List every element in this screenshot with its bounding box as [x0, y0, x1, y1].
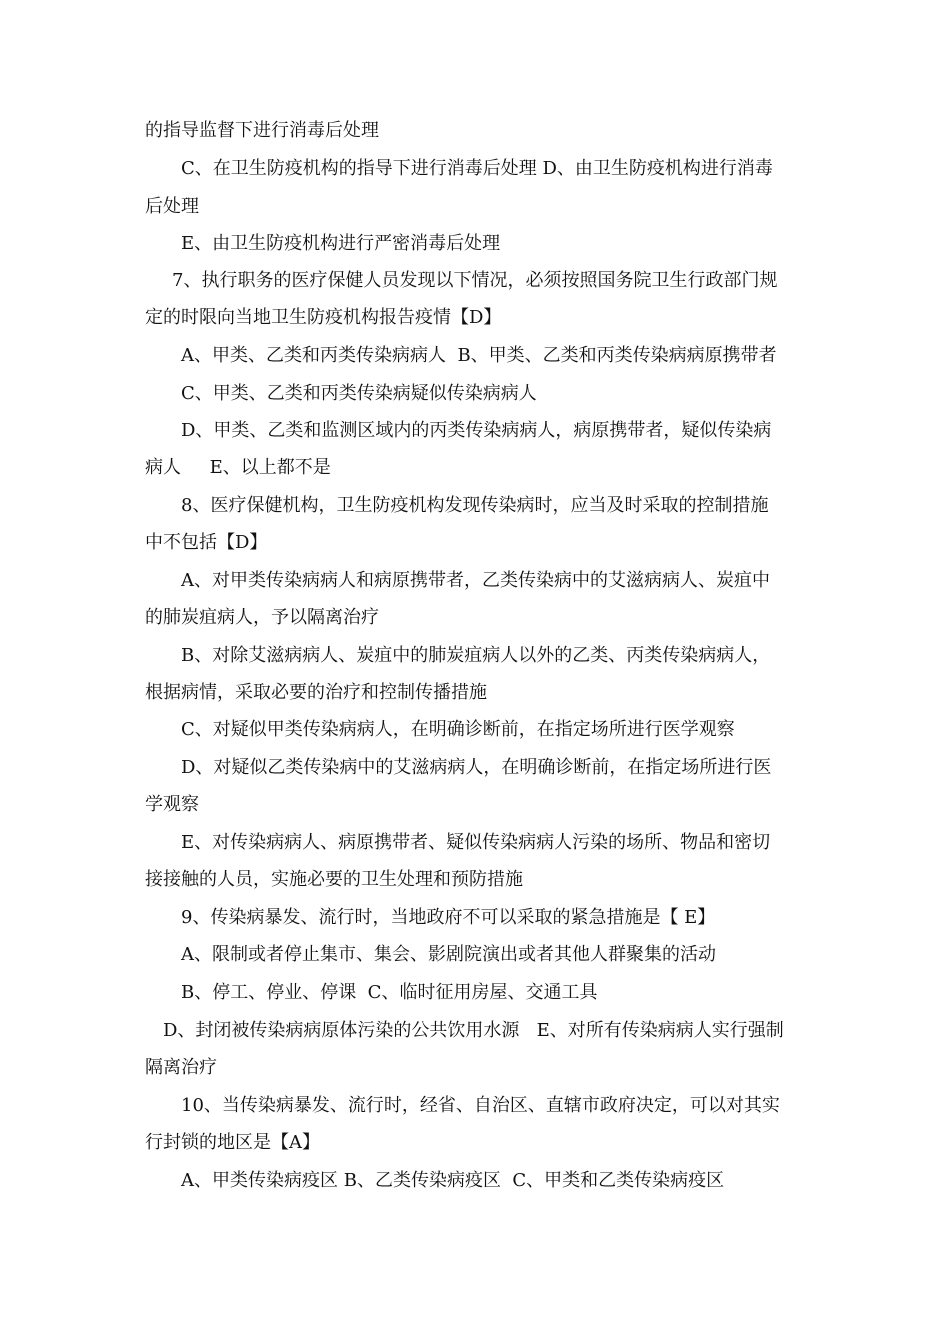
text-line: E、由卫生防疫机构进行严密消毒后处理	[181, 233, 501, 254]
option-line: D、甲类、乙类和监测区域内的丙类传染病病人，病原携带者，疑似传染病	[181, 420, 772, 441]
option-line: D、封闭被传染病病原体污染的公共饮用水源 E、对所有传染病病人实行强制	[163, 1020, 784, 1041]
text-line: C、在卫生防疫机构的指导下进行消毒后处理 D、由卫生防疫机构进行消毒	[181, 158, 773, 179]
text-line: 定的时限向当地卫生防疫机构报告疫情【D】	[145, 307, 502, 328]
text-line: 的肺炭疽病人，予以隔离治疗	[145, 607, 379, 628]
option-line: B、停工、停业、停课 C、临时征用房屋、交通工具	[181, 982, 598, 1003]
text-line: 病人 E、以上都不是	[145, 457, 331, 478]
question-10: 10、当传染病暴发、流行时，经省、自治区、直辖市政府决定，可以对其实	[181, 1095, 780, 1116]
option-line: A、甲类、乙类和丙类传染病病人 B、甲类、乙类和丙类传染病病原携带者	[181, 345, 777, 366]
option-line: A、甲类传染病疫区 B、乙类传染病疫区 C、甲类和乙类传染病疫区	[181, 1170, 725, 1191]
option-line: C、对疑似甲类传染病病人，在明确诊断前，在指定场所进行医学观察	[181, 719, 735, 740]
option-line: E、对传染病病人、病原携带者、疑似传染病病人污染的场所、物品和密切	[181, 832, 771, 853]
option-line: C、甲类、乙类和丙类传染病疑似传染病病人	[181, 383, 537, 404]
text-line: 隔离治疗	[145, 1057, 217, 1078]
option-line: B、对除艾滋病病人、炭疽中的肺炭疽病人以外的乙类、丙类传染病病人，	[181, 645, 771, 666]
text-line: 后处理	[145, 196, 199, 217]
option-line: D、对疑似乙类传染病中的艾滋病病人，在明确诊断前，在指定场所进行医	[181, 757, 772, 778]
option-line: A、对甲类传染病病人和病原携带者，乙类传染病中的艾滋病病人、炭疽中	[181, 570, 770, 591]
text-line: 中不包括【D】	[145, 532, 268, 553]
text-line: 行封锁的地区是【A】	[145, 1132, 320, 1153]
question-8: 8、医疗保健机构，卫生防疫机构发现传染病时，应当及时采取的控制措施	[181, 495, 769, 516]
option-line: A、限制或者停止集市、集会、影剧院演出或者其他人群聚集的活动	[181, 944, 716, 965]
question-9: 9、传染病暴发、流行时，当地政府不可以采取的紧急措施是【 E】	[181, 907, 716, 928]
text-line: 根据病情，采取必要的治疗和控制传播措施	[145, 682, 487, 703]
text-line: 接接触的人员，实施必要的卫生处理和预防措施	[145, 869, 523, 890]
text-line: 的指导监督下进行消毒后处理	[145, 120, 379, 141]
question-7: 7、执行职务的医疗保健人员发现以下情况，必须按照国务院卫生行政部门规	[172, 270, 778, 291]
text-line: 学观察	[145, 794, 199, 815]
